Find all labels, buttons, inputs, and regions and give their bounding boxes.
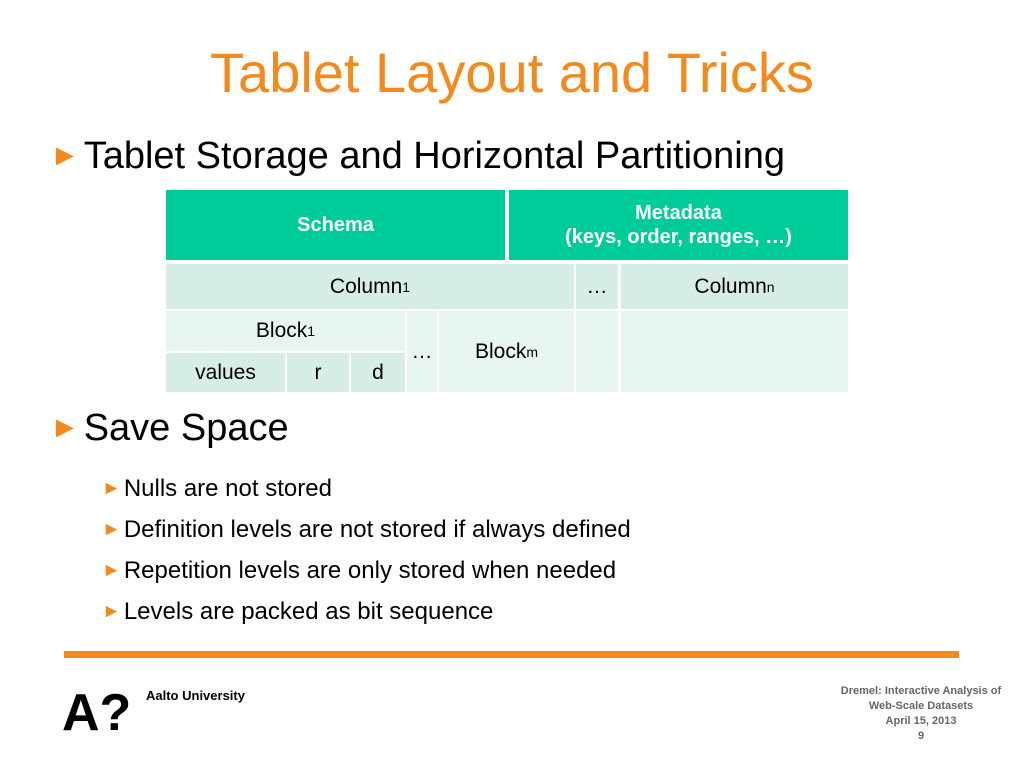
- block-m-cell: Block m: [439, 311, 574, 392]
- metadata-detail: (keys, order, ranges, …): [565, 226, 792, 248]
- aalto-logo: [62, 686, 134, 739]
- sub-bullet-definition-levels: [102, 515, 631, 545]
- column-1-cell: Column 1: [166, 264, 574, 309]
- column-1-label: Column: [329, 274, 403, 298]
- metadata-title: Metadata: [635, 202, 722, 224]
- sub-bullet-text: Repetition levels are only stored when needed: [123, 557, 617, 584]
- sub-bullet-repetition-levels: [102, 556, 616, 586]
- d-cell: d: [351, 353, 405, 392]
- block-1-cell: Block 1: [166, 311, 405, 351]
- column-n-cell: Column n: [621, 264, 848, 309]
- sub-bullet-text: Levels are packed as bit sequence: [123, 598, 494, 625]
- sub-bullet-nulls: [102, 474, 332, 504]
- footer-date: April 15, 2013: [885, 715, 957, 727]
- r-cell: r: [287, 353, 349, 392]
- sub-bullet-text: Definition levels are not stored if always defined: [123, 516, 631, 543]
- empty-cell-ellipsis-col: [576, 311, 618, 392]
- sub-bullet-arrow-icon: ►: [102, 478, 121, 499]
- bullet-arrow-icon: ►: [50, 139, 80, 172]
- footer-divider: [64, 651, 959, 658]
- sub-bullet-arrow-icon: ►: [102, 519, 121, 540]
- block-ellipsis-cell: …: [407, 311, 437, 392]
- bullet-tablet-storage: [50, 134, 785, 178]
- sub-bullet-text: Nulls are not stored: [123, 475, 332, 502]
- page-number: 9: [917, 730, 925, 742]
- footer-title-line1: Dremel: Interactive Analysis of: [840, 685, 1002, 697]
- aalto-logo-icon: [62, 686, 134, 734]
- empty-cell-column-n: [621, 311, 848, 392]
- sub-bullet-arrow-icon: ►: [102, 560, 121, 581]
- metadata-header: [509, 190, 848, 260]
- university-name: Aalto University: [146, 688, 245, 703]
- sub-bullet-bit-sequence: [102, 597, 493, 627]
- logo-mark: A?: [62, 686, 132, 734]
- slide-footer: [815, 684, 1024, 744]
- bullet-text: Tablet Storage and Horizontal Partitioning: [83, 135, 786, 177]
- tablet-layout-table: [166, 190, 848, 392]
- bullet-arrow-icon: ►: [50, 411, 80, 444]
- column-n-label: Column: [694, 274, 767, 298]
- footer-title-line2: Web-Scale Datasets: [868, 700, 974, 712]
- sub-bullet-arrow-icon: ►: [102, 601, 121, 622]
- values-cell: values: [166, 353, 285, 392]
- block-1-label: Block: [255, 319, 308, 342]
- bullet-save-space: [50, 406, 289, 450]
- slide-title: Tablet Layout and Tricks: [210, 41, 814, 104]
- column-ellipsis-cell: …: [576, 264, 618, 309]
- schema-header: Schema: [166, 190, 505, 260]
- bullet-text: Save Space: [83, 407, 289, 449]
- block-m-label: Block: [474, 339, 527, 363]
